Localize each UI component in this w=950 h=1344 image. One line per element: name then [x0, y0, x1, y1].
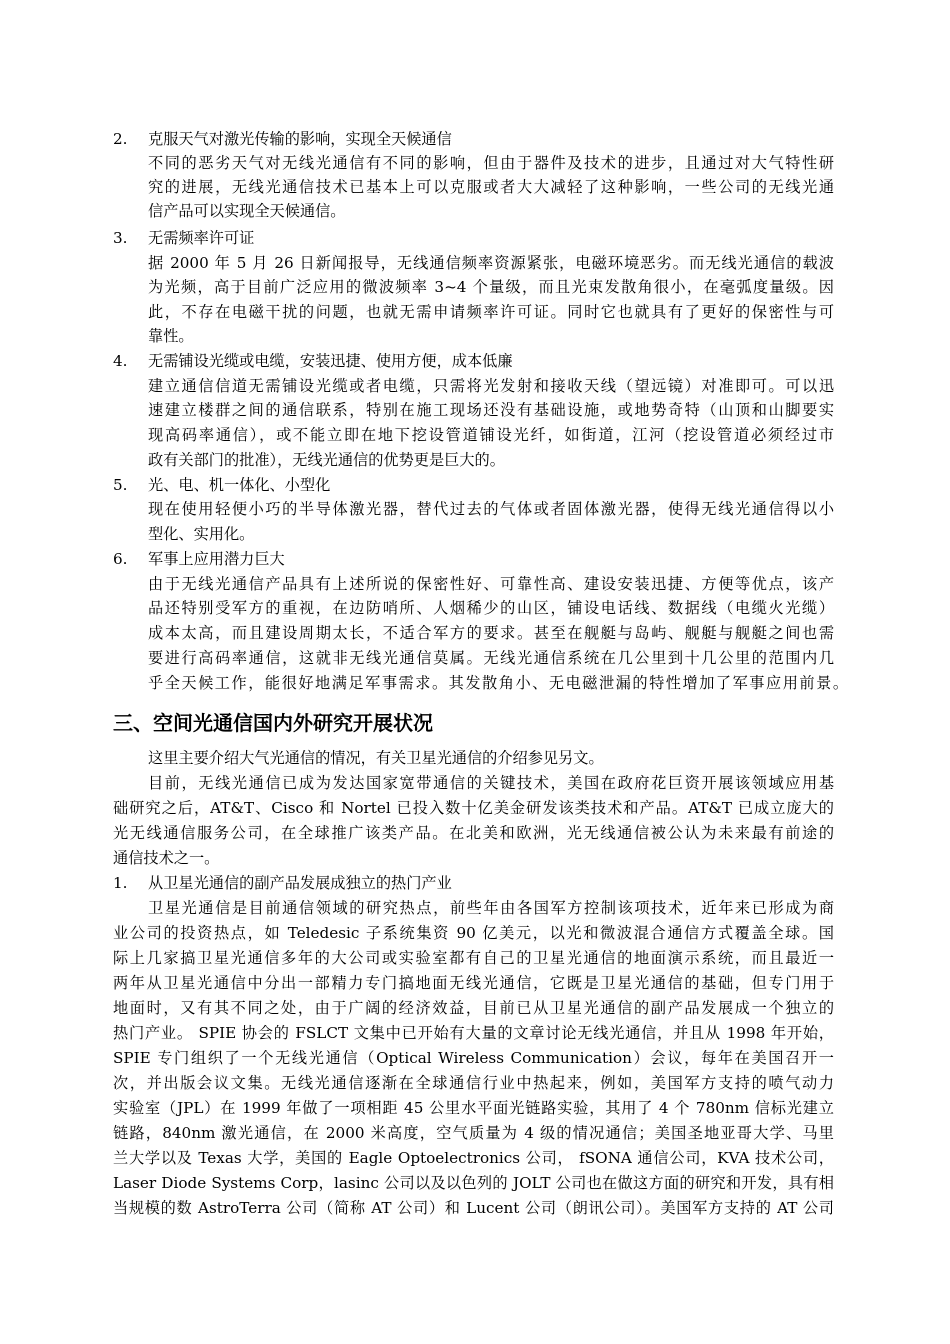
paragraph-line: 不同的恶劣天气对无线光通信有不同的影响，但由于器件及技术的进步，且通过对大气特性研 — [148, 154, 834, 172]
paragraph-line: 为光频，高于目前广泛应用的微波频率 3~4 个量级，而且光束发散角很小，在毫弧度量级。因 — [148, 278, 834, 296]
paragraph-line: 信产品可以实现全天候通信。 — [148, 202, 346, 220]
paragraph-line: 卫星光通信是目前通信领域的研究热点，前些年由各国军方控制该项技术，近年来已形成为商 — [148, 899, 834, 917]
paragraph-line: 兰大学以及 Texas 大学，美国的 Eagle Optoelectronics 公司， fSONA 通信公司，KVA 技术公司， — [113, 1149, 834, 1167]
paragraph-line: 乎全天候工作，能很好地满足军事需求。其发散角小、无电磁泄漏的特性增加了军事应用前景。 — [148, 674, 848, 692]
paragraph-line: 际上几家搞卫星光通信多年的大公司或实验室都有自己的卫星光通信的地面演示系统，而且最近一 — [113, 949, 834, 967]
paragraph-line: 通信技术之一。 — [113, 849, 220, 867]
paragraph-line: 这里主要介绍大气光通信的情况，有关卫星光通信的介绍参见另文。 — [148, 749, 604, 767]
paragraph-line: 政有关部门的批准），无线光通信的优势更是巨大的。 — [148, 451, 505, 469]
paragraph-line: 热门产业。 SPIE 协会的 FSLCT 文集中已开始有大量的文章讨论无线光通信，并且从 1998 年开始， — [113, 1024, 834, 1042]
paragraph-line: 此，不存在电磁干扰的问题，也就无需申请频率许可证。同时它也就具有了更好的保密性与可 — [148, 303, 834, 321]
list-number: 5. — [113, 476, 128, 494]
paragraph-line: 究的进展，无线光通信技术已基本上可以克服或者大大减轻了这种影响，一些公司的无线光通 — [148, 178, 834, 196]
paragraph-line: 品还特别受军方的重视，在边防哨所、人烟稀少的山区，铺设电话线、数据线（电缆火光缆） — [148, 599, 834, 617]
section-heading: 三、空间光通信国内外研究开展状况 — [113, 711, 433, 735]
list-item-title: 克服天气对激光传输的影响，实现全天候通信 — [148, 130, 452, 148]
list-number: 3. — [113, 229, 128, 247]
paragraph-line: 现在使用轻便小巧的半导体激光器，替代过去的气体或者固体激光器，使得无线光通信得以小 — [148, 500, 834, 518]
paragraph-line: 业公司的投资热点，如 Teledesic 子系统集资 90 亿美元，以光和微波混合通信方式覆盖全球。国 — [113, 924, 834, 942]
paragraph-line: SPIE 专门组织了一个无线光通信（Optical Wireless Communication）会议，每年在美国召开一 — [113, 1049, 834, 1067]
paragraph-line: 链路，840nm 激光通信，在 2000 米高度，空气质量为 4 级的情况通信；美国圣地亚哥大学、马里 — [113, 1124, 834, 1142]
list-number: 4. — [113, 352, 128, 370]
subsection-title: 从卫星光通信的副产品发展成独立的热门产业 — [148, 874, 452, 892]
list-number: 1. — [113, 874, 128, 892]
paragraph-line: 础研究之后，AT&T、Cisco 和 Nortel 已投入数十亿美金研发该类技术和产品。AT&T 已成立庞大的 — [113, 799, 834, 817]
list-number: 2. — [113, 130, 128, 148]
paragraph-line: 成本太高，而且建设周期太长，不适合军方的要求。甚至在舰艇与岛屿、舰艇与舰艇之间也需 — [148, 624, 834, 642]
paragraph-line: 当规模的数 AstroTerra 公司（简称 AT 公司）和 Lucent 公司（朗讯公司）。美国军方支持的 AT 公司 — [113, 1199, 834, 1217]
paragraph-line: 据 2000 年 5 月 26 日新闻报导，无线通信频率资源紧张，电磁环境恶劣。而无线光通信的载波 — [148, 254, 834, 272]
paragraph-line: 速建立楼群之间的通信联系，特别在施工现场还没有基础设施，或地势奇特（山顶和山脚要实 — [148, 401, 834, 419]
paragraph-line: 型化、实用化。 — [148, 525, 255, 543]
paragraph-line: 地面时，又有其不同之处，由于广阔的经济效益，目前已从卫星光通信的副产品发展成一个独立的 — [113, 999, 834, 1017]
paragraph-line: 两年从卫星光通信中分出一部精力专门搞地面无线光通信，它既是卫星光通信的基础，但专门用于 — [113, 974, 834, 992]
paragraph-line: 次，并出版会议文集。无线光通信逐渐在全球通信行业中热起来，例如，美国军方支持的喷气动力 — [113, 1074, 834, 1092]
list-item-title: 军事上应用潜力巨大 — [148, 550, 285, 568]
paragraph-line: 由于无线光通信产品具有上述所说的保密性好、可靠性高、建设安装迅捷、方便等优点，该产 — [148, 575, 834, 593]
paragraph-line: 建立通信信道无需铺设光缆或者电缆，只需将光发射和接收天线（望远镜）对准即可。可以迅 — [148, 377, 834, 395]
paragraph-line: 目前，无线光通信已成为发达国家宽带通信的关键技术，美国在政府花巨资开展该领域应用基 — [148, 774, 834, 792]
paragraph-line: 要进行高码率通信，这就非无线光通信莫属。无线光通信系统在几公里到十几公里的范围内几 — [148, 649, 834, 667]
paragraph-line: 实验室（JPL）在 1999 年做了一项相距 45 公里水平面光链路实验，其用了 4 个 780nm 信标光建立 — [113, 1099, 834, 1117]
paragraph-line: Laser Diode Systems Corp，lasinc 公司以及以色列的 JOLT 公司也在做这方面的研究和开发，具有相 — [113, 1174, 834, 1192]
paragraph-line: 现高码率通信），或不能立即在地下挖设管道铺设光纤，如街道，江河（挖设管道必须经过市 — [148, 426, 834, 444]
list-item-title: 光、电、机一体化、小型化 — [148, 476, 331, 494]
paragraph-line: 靠性。 — [148, 327, 194, 345]
paragraph-line: 光无线通信服务公司，在全球推广该类产品。在北美和欧洲，光无线通信被公认为未来最有前途的 — [113, 824, 834, 842]
list-item-title: 无需铺设光缆或电缆，安装迅捷、使用方便，成本低廉 — [148, 352, 513, 370]
list-item-title: 无需频率许可证 — [148, 229, 255, 247]
list-number: 6. — [113, 550, 128, 568]
